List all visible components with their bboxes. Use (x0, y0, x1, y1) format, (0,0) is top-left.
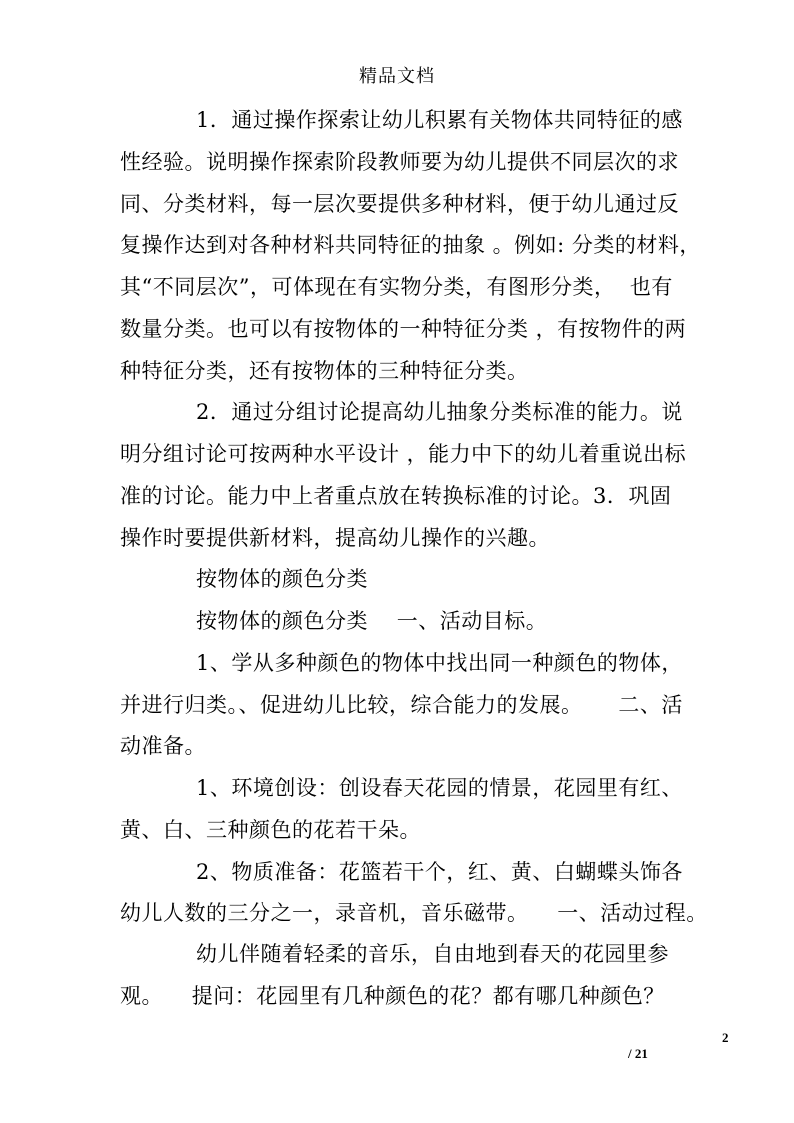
text-line: 1．通过操作探索让幼儿积累有关物体共同特征的感 (196, 108, 683, 132)
text-line: 同、分类材料，每一层次要提供多种材料，便于幼儿通过反 (120, 192, 679, 216)
text-line: 性经验。说明操作探索阶段教师要为幼儿提供不同层次的求 (120, 150, 679, 174)
text-line: 黄、白、三种颜色的花若干朵。 (120, 818, 421, 842)
text-line: 2、物质准备：花篮若干个，红、黄、白蝴蝶头饰各 (196, 860, 683, 884)
text-line: 观。 提问：花园里有几种颜色的花？都有哪几种颜色？ (120, 984, 665, 1008)
document-header: 精品文档 (359, 66, 435, 87)
text-line: 按物体的颜色分类 (196, 567, 368, 591)
text-line: 动准备。 (120, 734, 206, 758)
text-line: 并进行归类。、促进幼儿比较，综合能力的发展。 二、活 (120, 693, 683, 717)
text-line: 1、学从多种颜色的物体中找出同一种颜色的物体， (196, 651, 683, 675)
text-line: 其“不同层次”，可体现在有实物分类，有图形分类， 也有 (120, 275, 673, 299)
text-line: 操作时要提供新材料，提高幼儿操作的兴趣。 (120, 526, 550, 550)
text-line: 1、环境创设：创设春天花园的情景，花园里有红、 (196, 776, 683, 800)
text-line: 明分组讨论可按两种水平设计 ，能力中下的幼儿着重说出标 (120, 442, 687, 466)
page-total: / 21 (628, 1046, 648, 1061)
text-line: 复操作达到对各种材料共同特征的抽象 。例如: 分类的材料， (120, 233, 701, 257)
text-line: 数量分类。也可以有按物体的一种特征分类 ，有按物件的两 (120, 317, 687, 341)
text-line: 2．通过分组讨论提高幼儿抽象分类标准的能力。说 (196, 400, 683, 424)
page-number: 2 (722, 1030, 729, 1045)
text-line: 准的讨论。能力中上者重点放在转换标准的讨论。3．巩固 (120, 484, 672, 508)
text-line: 幼儿人数的三分之一，录音机，音乐磁带。 一、活动过程。 (120, 901, 708, 925)
text-line: 幼儿伴随着轻柔的音乐，自由地到春天的花园里参 (196, 942, 669, 966)
text-line: 种特征分类，还有按物体的三种特征分类。 (120, 359, 529, 383)
text-line: 按物体的颜色分类 一、活动目标。 (196, 609, 548, 633)
